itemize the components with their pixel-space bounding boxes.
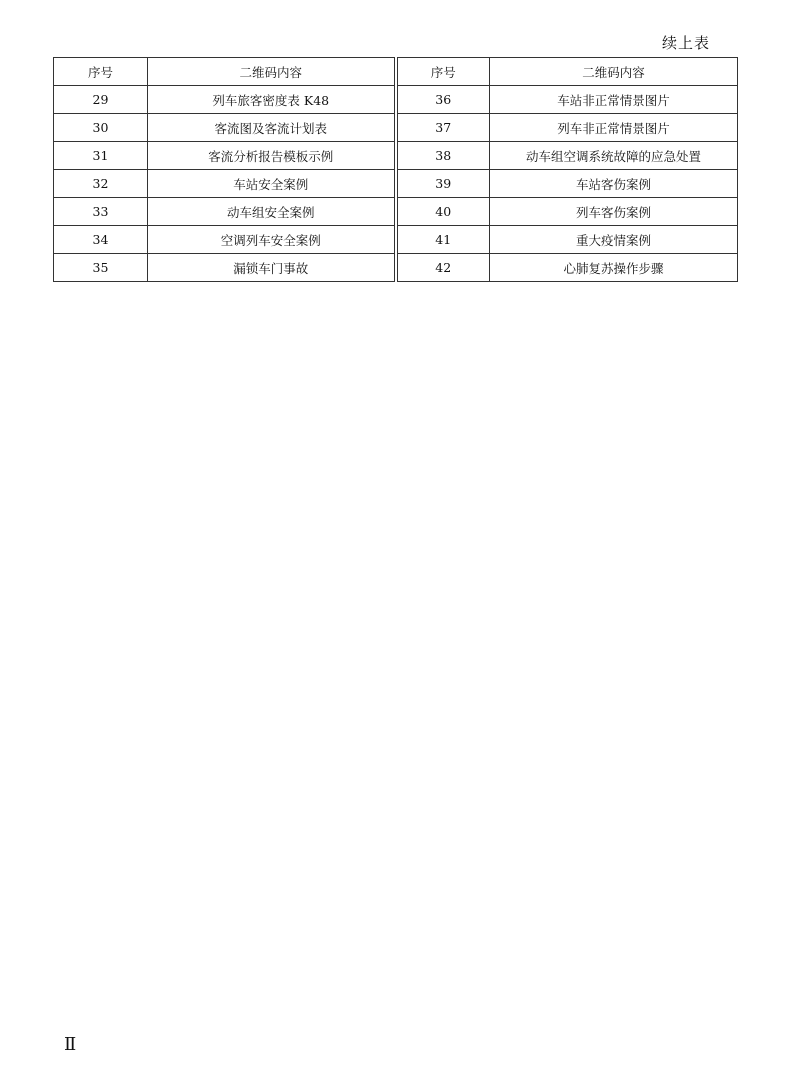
qr-code-content-table [53,57,738,282]
continued-label: 续上表 [661,34,710,52]
table-row [54,254,738,282]
row-content-left: 列车旅客密度表 K48 [148,86,396,114]
row-index-right: 41 [396,226,490,254]
page-number: Ⅱ [64,1034,77,1055]
row-index-right: 36 [396,86,490,114]
row-content-left: 客流分析报告模板示例 [148,142,396,170]
table-row [54,114,738,142]
column-header-content-right: 二维码内容 [490,58,738,86]
row-index-left: 34 [54,226,148,254]
row-index-left: 30 [54,114,148,142]
column-header-index-left: 序号 [54,58,148,86]
row-content-left: 客流图及客流计划表 [148,114,396,142]
table-row [54,86,738,114]
table-row [54,142,738,170]
row-content-right: 动车组空调系统故障的应急处置 [490,142,738,170]
row-index-left: 29 [54,86,148,114]
row-content-right: 列车客伤案例 [490,198,738,226]
row-content-right: 心肺复苏操作步骤 [490,254,738,282]
row-content-right: 列车非正常情景图片 [490,114,738,142]
row-content-right: 车站非正常情景图片 [490,86,738,114]
row-content-left: 动车组安全案例 [148,198,396,226]
row-content-right: 车站客伤案例 [490,170,738,198]
row-index-left: 35 [54,254,148,282]
table-row [54,198,738,226]
table-row [54,170,738,198]
row-content-left: 漏锁车门事故 [148,254,396,282]
row-index-right: 39 [396,170,490,198]
row-index-right: 40 [396,198,490,226]
column-header-index-right: 序号 [396,58,490,86]
row-index-right: 37 [396,114,490,142]
row-index-left: 33 [54,198,148,226]
row-content-left: 空调列车安全案例 [148,226,396,254]
table-header-row [54,58,738,86]
row-index-left: 31 [54,142,148,170]
row-content-right: 重大疫情案例 [490,226,738,254]
table-row [54,226,738,254]
row-index-left: 32 [54,170,148,198]
column-header-content-left: 二维码内容 [148,58,396,86]
row-index-right: 38 [396,142,490,170]
row-index-right: 42 [396,254,490,282]
row-content-left: 车站安全案例 [148,170,396,198]
